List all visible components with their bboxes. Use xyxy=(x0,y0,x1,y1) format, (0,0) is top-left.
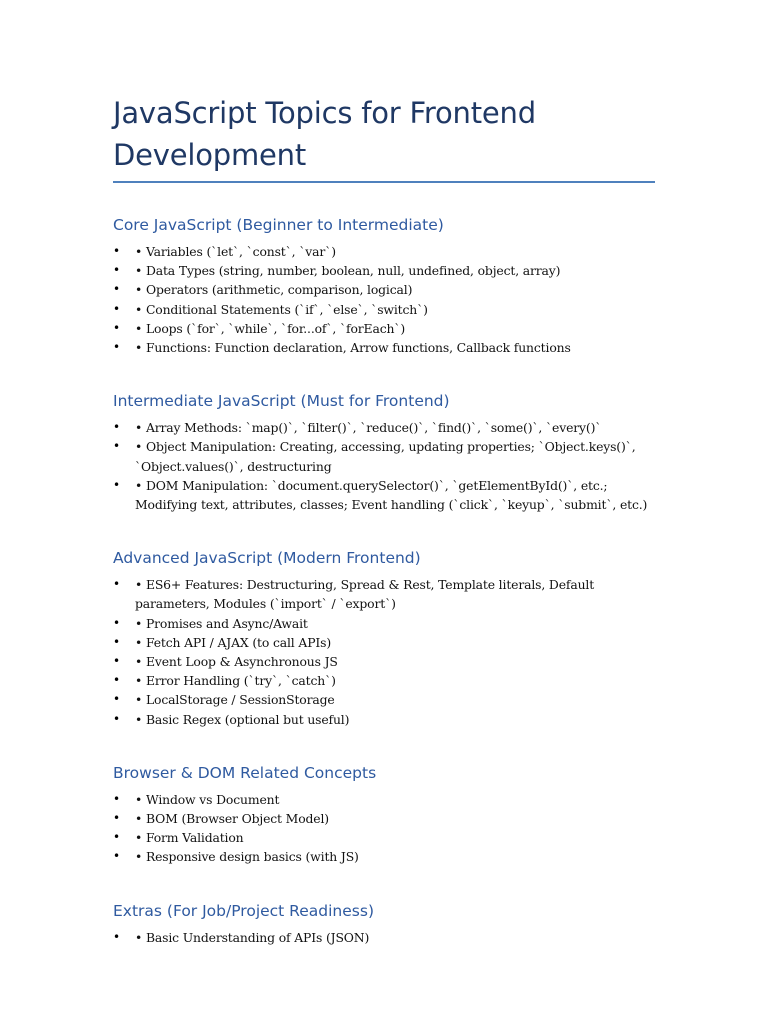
bullet-icon: • xyxy=(113,692,120,707)
list-item xyxy=(113,847,655,866)
list-item xyxy=(113,300,655,319)
bullet-icon: • xyxy=(113,830,120,845)
title-underline xyxy=(113,181,655,183)
section-list xyxy=(113,790,655,867)
bullet-icon: • xyxy=(113,791,120,806)
bullet-icon: • xyxy=(113,320,120,335)
list-item-text: • DOM Manipulation: `document.querySelector()`, `getElementById()`, etc.; Modifying text, attributes, classes; Event handling (`click`, `keyup`, `submit`, etc.) xyxy=(135,477,648,513)
section-list xyxy=(113,928,655,947)
list-item xyxy=(113,437,655,475)
section-list xyxy=(113,575,655,729)
bullet-icon: • xyxy=(113,477,120,492)
bullet-icon: • xyxy=(113,929,120,944)
list-item xyxy=(113,928,655,947)
list-item xyxy=(113,809,655,828)
list-item-text: • Functions: Function declaration, Arrow functions, Callback functions xyxy=(135,340,571,356)
list-item xyxy=(113,671,655,690)
section-heading: Core JavaScript (Beginner to Intermediate) xyxy=(113,216,444,234)
bullet-icon: • xyxy=(113,577,120,592)
bullet-icon: • xyxy=(113,673,120,688)
bullet-icon: • xyxy=(113,439,120,454)
list-item-text: • Conditional Statements (`if`, `else`, `switch`) xyxy=(135,301,428,317)
list-item-text: • Variables (`let`, `const`, `var`) xyxy=(135,244,336,259)
list-item xyxy=(113,652,655,671)
list-item-text: • BOM (Browser Object Model) xyxy=(135,811,329,827)
section-heading: Advanced JavaScript (Modern Frontend) xyxy=(113,549,421,568)
list-item xyxy=(113,710,655,729)
list-item xyxy=(113,690,655,709)
list-item xyxy=(113,790,655,809)
bullet-icon: • xyxy=(113,340,120,355)
section-heading: Extras (For Job/Project Readiness) xyxy=(113,901,374,920)
list-item xyxy=(113,614,655,633)
list-item-text: • Data Types (string, number, boolean, null, undefined, object, array) xyxy=(135,263,561,279)
list-item-text: • LocalStorage / SessionStorage xyxy=(135,692,335,708)
list-item-text: • Event Loop & Asynchronous JS xyxy=(135,654,338,670)
section-list xyxy=(113,242,655,357)
list-item xyxy=(113,319,655,338)
bullet-icon: • xyxy=(113,849,120,864)
list-item xyxy=(113,418,655,437)
bullet-icon: • xyxy=(113,654,120,669)
list-item-text: • Error Handling (`try`, `catch`) xyxy=(135,673,336,689)
list-item-text: • Responsive design basics (with JS) xyxy=(135,849,359,865)
list-item-text: • Loops (`for`, `while`, `for...of`, `forEach`) xyxy=(135,320,406,336)
bullet-icon: • xyxy=(113,244,120,258)
list-item-text: • Promises and Async/Await xyxy=(135,615,308,631)
list-item-text: • Operators (arithmetic, comparison, logical) xyxy=(135,282,413,298)
list-item xyxy=(113,633,655,652)
section-heading: Browser & DOM Related Concepts xyxy=(113,763,377,782)
list-item xyxy=(113,828,655,847)
document-content xyxy=(113,92,655,947)
list-item xyxy=(113,338,655,357)
sections-container xyxy=(113,214,655,947)
section-heading: Intermediate JavaScript (Must for Frontend) xyxy=(113,392,450,411)
list-item-text: • Window vs Document xyxy=(135,791,280,807)
bullet-icon: • xyxy=(113,615,120,630)
bullet-icon: • xyxy=(113,282,120,297)
list-item xyxy=(113,261,655,280)
list-item-text: • Basic Understanding of APIs (JSON) xyxy=(135,929,370,945)
bullet-icon: • xyxy=(113,634,120,649)
list-item xyxy=(113,280,655,299)
list-item-text: • Basic Regex (optional but useful) xyxy=(135,711,350,727)
bullet-icon: • xyxy=(113,711,120,726)
list-item xyxy=(113,242,655,261)
list-item xyxy=(113,476,655,514)
list-item-text: • Array Methods: `map()`, `filter()`, `reduce()`, `find()`, `some()`, `every()` xyxy=(135,420,602,436)
section-list xyxy=(113,418,655,514)
bullet-icon: • xyxy=(113,263,120,278)
document-title: JavaScript Topics for Frontend Development xyxy=(113,96,536,172)
list-item xyxy=(113,575,655,613)
list-item-text: • ES6+ Features: Destructuring, Spread & Rest, Template literals, Default parameters, Modules (`import` / `export`) xyxy=(135,577,595,612)
bullet-icon: • xyxy=(113,301,120,316)
bullet-icon: • xyxy=(113,811,120,826)
list-item-text: • Form Validation xyxy=(135,830,244,846)
list-item-text: • Object Manipulation: Creating, accessing, updating properties; `Object.keys()`, `Object.values()`, destructuring xyxy=(135,439,636,474)
list-item-text: • Fetch API / AJAX (to call APIs) xyxy=(135,634,332,650)
bullet-icon: • xyxy=(113,420,120,435)
